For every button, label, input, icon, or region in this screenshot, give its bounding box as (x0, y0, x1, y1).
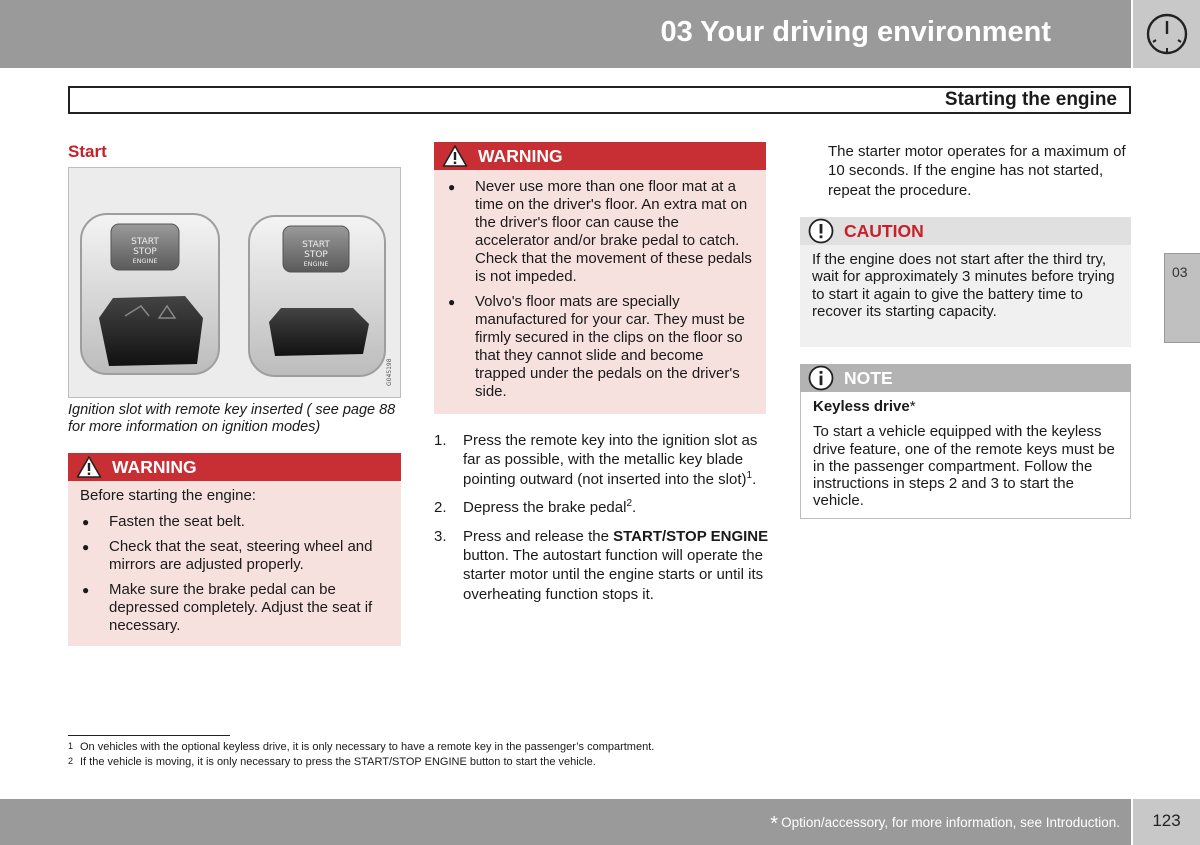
option-mark: * (909, 398, 916, 415)
note-subheading: Keyless drive (813, 398, 910, 415)
warning-triangle-icon (76, 455, 102, 479)
info-icon (808, 365, 834, 391)
ignition-figure (68, 167, 401, 398)
section-bar (68, 86, 1131, 114)
footnote-number: 1 (68, 741, 74, 751)
footnote-text: If the vehicle is moving, it is only necessary to press the START/STOP ENGINE button to start the vehicle. (80, 756, 596, 768)
footer-note (770, 813, 1120, 836)
gauge-icon (1145, 12, 1189, 56)
figure-caption: Ignition slot with remote key inserted ( see page 88 for more information on ignition modes) (68, 402, 396, 435)
start-heading: Start (68, 142, 107, 161)
step-number: 2. (434, 499, 447, 517)
remote-key-right (269, 308, 369, 356)
steps-list (434, 431, 774, 613)
chapter-tab[interactable] (1164, 253, 1200, 343)
list-item: ● Fasten the seat belt. (68, 513, 387, 531)
step-number: 3. (434, 527, 447, 545)
step-item (434, 431, 774, 489)
footnote-number: 2 (68, 756, 74, 766)
button-name: START/STOP ENGINE (613, 527, 769, 545)
warning-triangle-icon (442, 144, 468, 168)
warning-box-left (68, 453, 401, 646)
step-item (434, 527, 774, 605)
chapter-tab-label: 03 (1172, 264, 1188, 280)
warning-label-middle: WARNING (478, 146, 563, 166)
warning-header-middle (434, 142, 766, 170)
list-item: ● Never use more than one floor mat at a time on the driver's floor. An extra mat on the driver's floor can cause the accelerator and/or brake pedal to catch. Check that the movement of these pedals is not impeded. (434, 178, 752, 286)
caution-text: If the engine does not start after the third try, wait for approximately 3 minutes before trying to start it again to give the battery time to recover its starting capacity. (812, 251, 1115, 320)
caution-box (800, 217, 1131, 347)
header-icon-box (1133, 0, 1200, 68)
warning-intro: Before starting the engine: (80, 487, 256, 504)
step-text: button. The autostart function will operate the starter motor until the engine starts or until its overheating function stops it. (463, 547, 764, 603)
page-number: 123 (1152, 811, 1181, 830)
step-number: 1. (434, 432, 447, 449)
footnote-rule (68, 735, 230, 736)
list-item: ● Check that the seat, steering wheel and mirrors are adjusted properly. (68, 538, 387, 574)
list-item: ● Volvo's floor mats are specially manufactured for your car. They must be firmly secured in the clips on the floor so that they cannot slide and become trapped under the pedals on the driver's side. (434, 293, 752, 401)
footnote-ref: 2 (626, 498, 632, 510)
step-text: Press the remote key into the ignition slot as far as possible, with the metallic key blade pointing outward (not inserted into the slot) (463, 432, 758, 488)
list-item: ● Make sure the brake pedal can be depressed completely. Adjust the seat if necessary. (68, 581, 387, 635)
engine-label-left: ENGINE (132, 257, 158, 265)
note-box (800, 364, 1131, 519)
step-text: Press and release the (463, 527, 614, 545)
starter-motor-text: The starter motor operates for a maximum of 10 seconds. If the engine has not started, repeat the procedure. (828, 143, 1126, 199)
note-text: To start a vehicle equipped with the keyless drive feature, one of the remote keys must be in the passenger compartment. Follow the instructions in steps 2 and 3 to start the vehicle. (813, 423, 1115, 510)
caution-header (800, 217, 1131, 245)
note-header (800, 364, 1131, 392)
footnote-ref: 1 (746, 469, 753, 481)
section-title: Starting the engine (944, 89, 1117, 110)
step-end: . (632, 499, 637, 517)
chapter-title: 03 Your driving environment (660, 16, 1051, 48)
header-bar (0, 0, 1131, 68)
caution-label: CAUTION (844, 221, 924, 241)
stop-label-right: STOP (304, 250, 328, 260)
footnote-text: On vehicles with the optional keyless drive, it is only necessary to have a remote key in the passenger’s compartment. (80, 741, 655, 753)
engine-label-right: ENGINE (303, 260, 329, 268)
footnote-2 (68, 756, 596, 768)
caution-exclamation-icon (808, 218, 834, 244)
start-label-left: START (131, 237, 159, 247)
warning-box-middle (434, 142, 766, 414)
page-number-box (1133, 799, 1200, 845)
step-end: . (752, 470, 757, 488)
remote-key-left (99, 296, 203, 366)
warning-header-left (68, 453, 401, 481)
step-item (434, 498, 774, 517)
footer-text: Option/accessory, for more information, see Introduction. (781, 815, 1120, 830)
stop-label-left: STOP (133, 247, 157, 257)
note-label: NOTE (844, 368, 893, 388)
figure-code: G045198 (386, 358, 393, 386)
footer-bar (0, 799, 1131, 845)
footer-star: * (770, 813, 779, 835)
footnote-1 (68, 741, 654, 753)
start-label-right: START (302, 240, 330, 250)
warning-label-left: WARNING (112, 457, 197, 477)
step-text: Depress the brake pedal (463, 499, 627, 517)
